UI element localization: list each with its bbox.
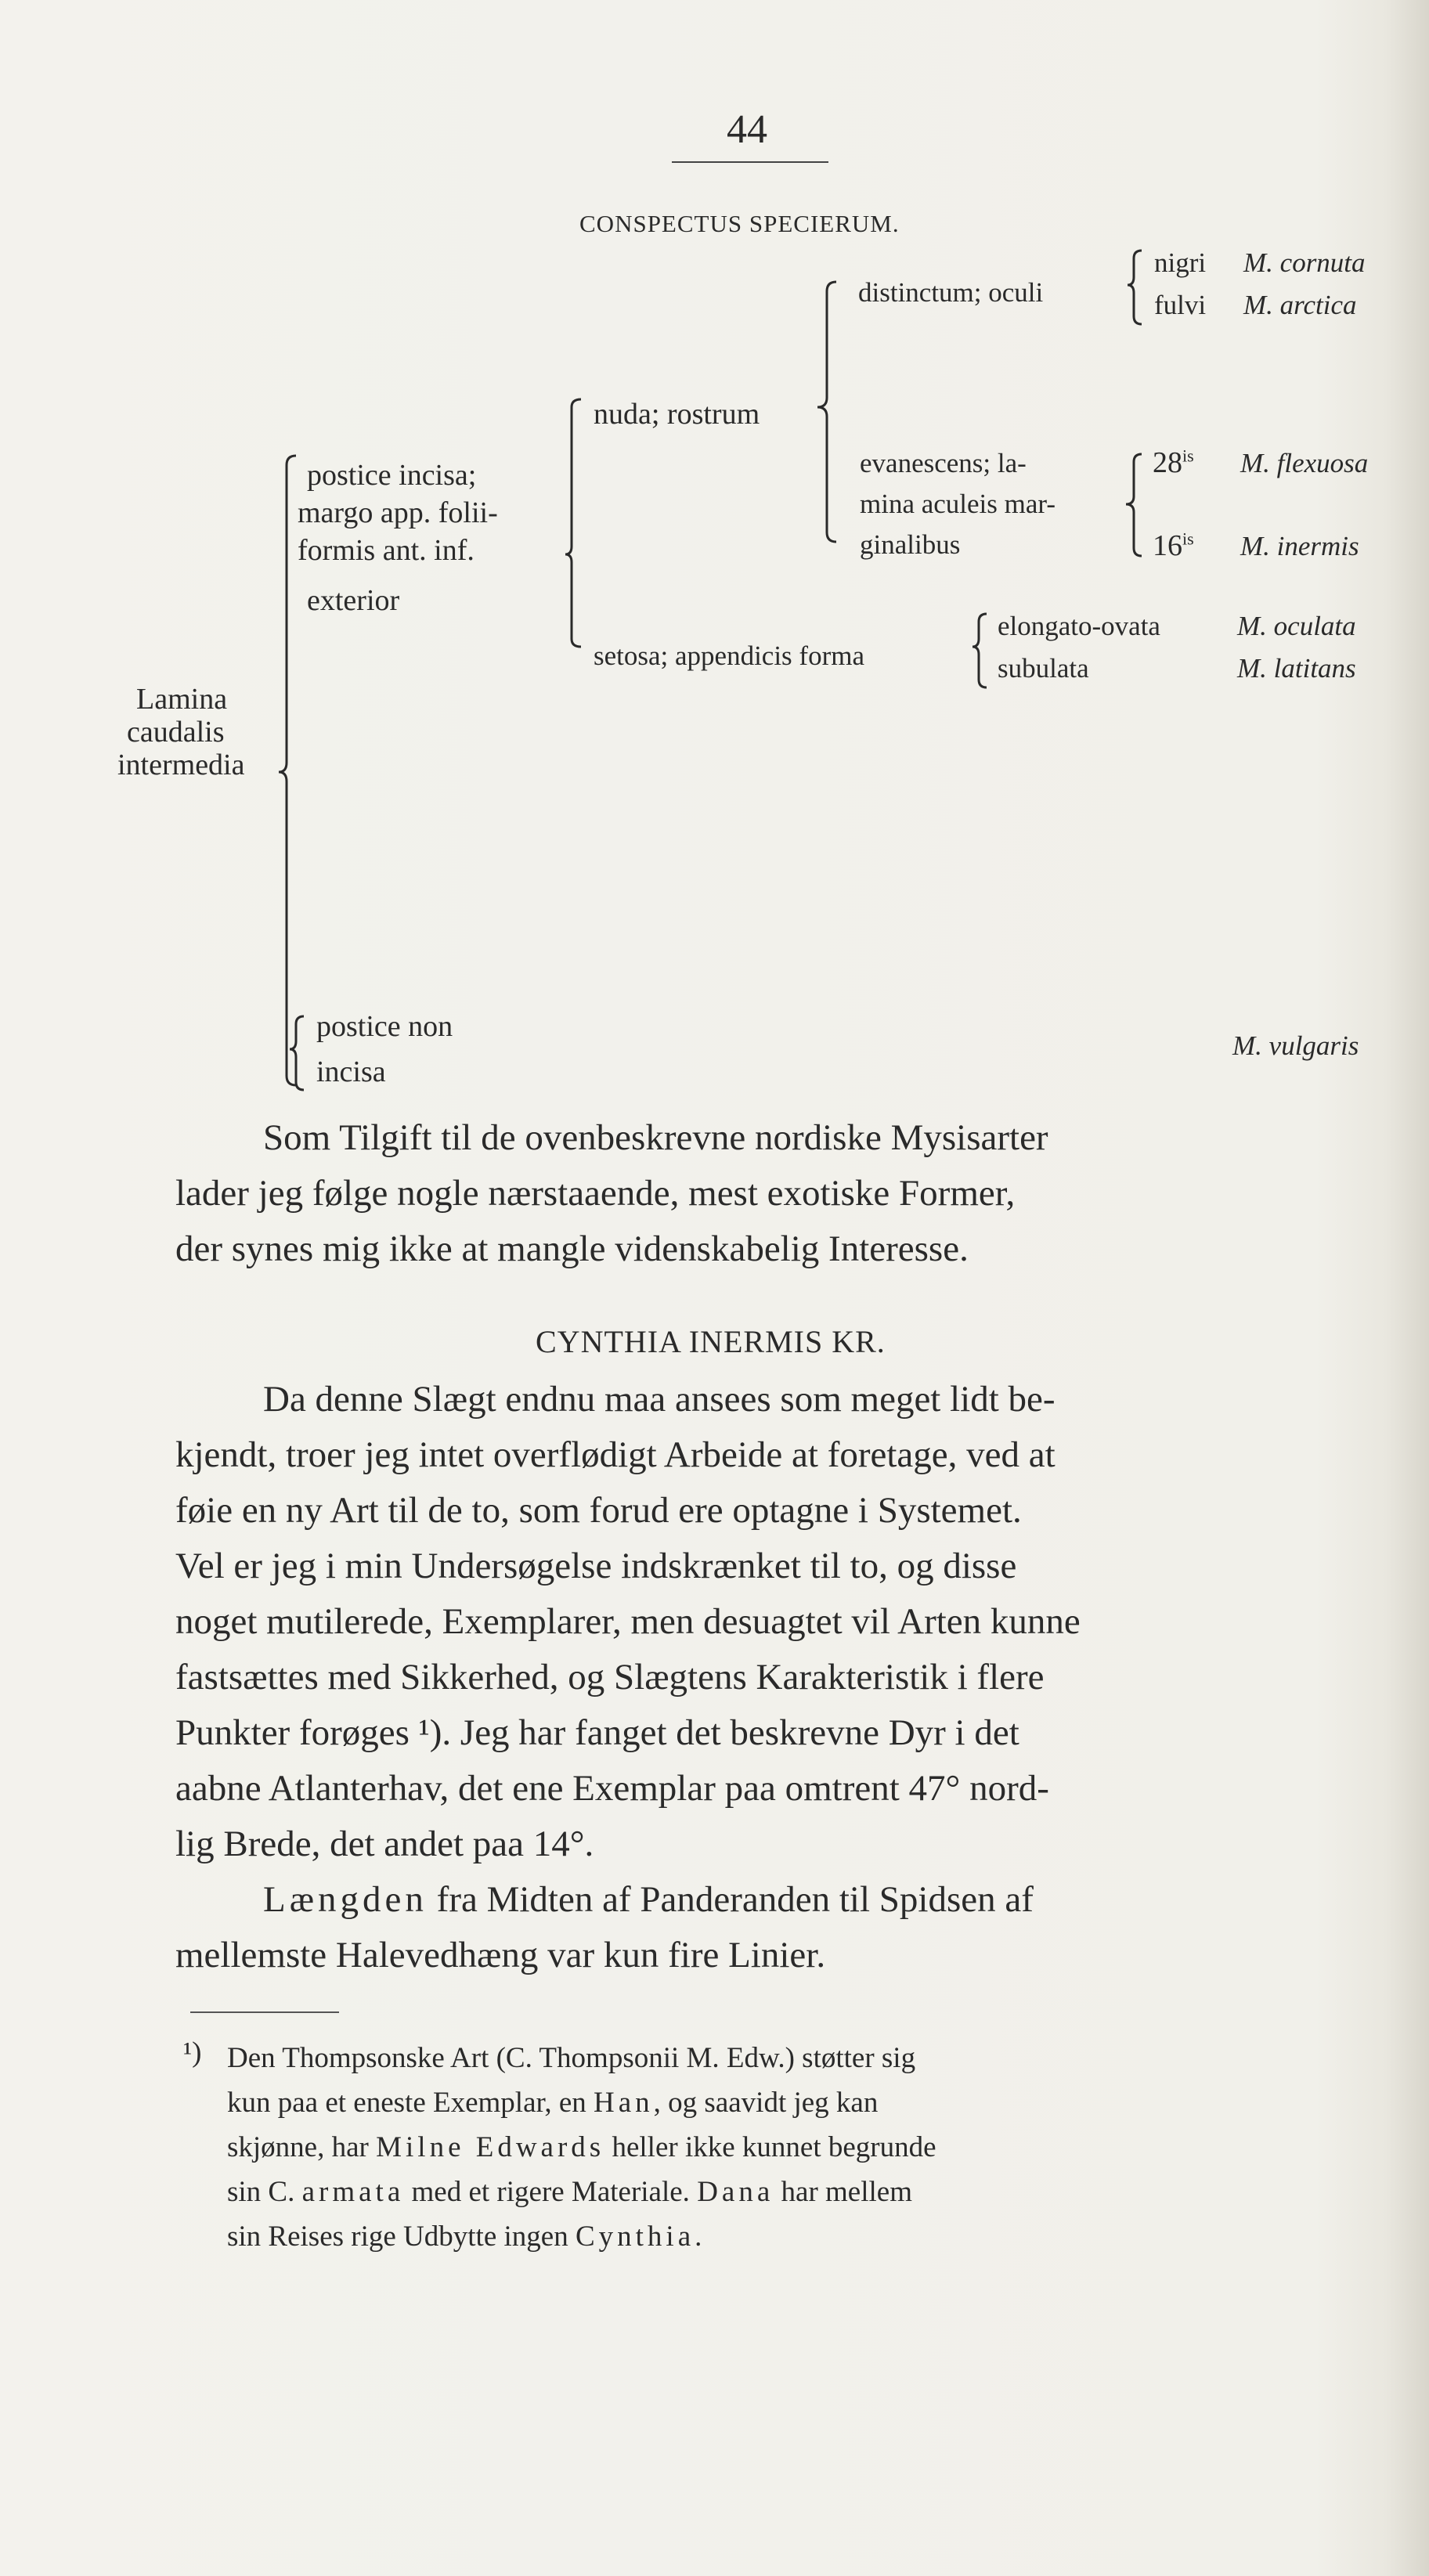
footnote-line-5-b: .	[695, 2221, 702, 2253]
key-branch-b-line-1: postice non	[316, 1010, 453, 1043]
intro-line-1: Som Tilgift til de ovenbeskrevne nordiske Mysisarter	[263, 1117, 1048, 1158]
key-fulvi: fulvi	[1154, 290, 1207, 320]
brace-nuda	[814, 266, 843, 564]
intro-line-2: lader jeg følge nogle nærstaaende, mest exotiske Former,	[175, 1173, 1016, 1214]
paragraph-1-line-9: lig Brede, det andet paa 14°.	[175, 1824, 594, 1864]
key-number-16-base: 16	[1153, 529, 1182, 562]
paragraph-1-line-6: fastsættes med Sikkerhed, og Slægtens Karakteristik i flere	[175, 1657, 1045, 1697]
footnote-line-2-b: , og saavidt jeg kan	[653, 2087, 879, 2119]
paragraph-1	[175, 1372, 1350, 1983]
key-branch-b-line-2: incisa	[316, 1055, 386, 1088]
page-number-rule	[672, 161, 828, 163]
key-branch-a-line-4: exterior	[307, 584, 400, 617]
footnote-line-3-a: skjønne, har	[227, 2131, 377, 2163]
key-number-28-sup: is	[1182, 446, 1194, 466]
footnote-line-2-a: kun paa et eneste Exemplar, en	[227, 2087, 594, 2119]
key-number-16	[1153, 531, 1194, 561]
brace-evanescens	[1123, 448, 1146, 565]
page-number: 44	[727, 107, 767, 152]
key-setosa: setosa; appendicis forma	[594, 640, 865, 671]
section-title: CYNTHIA INERMIS KR.	[536, 1324, 886, 1359]
paragraph-1-line-5: noget mutilerede, Exemplarer, men desuagtet vil Arten kunne	[175, 1601, 1081, 1642]
spaced-word-laengden: Længden	[263, 1879, 428, 1920]
brace-oculi	[1123, 244, 1146, 330]
paragraph-1-line-4: Vel er jeg i min Undersøgelse indskrænket til to, og disse	[175, 1546, 1017, 1586]
footnote-line-4-a: sin C.	[227, 2176, 302, 2208]
species-m-vulgaris: M. vulgaris	[1232, 1030, 1359, 1061]
footnote-line-2	[227, 2080, 936, 2125]
species-m-arctica: M. arctica	[1243, 290, 1357, 320]
intro-line-3: der synes mig ikke at mangle videnskabelig Interesse.	[175, 1228, 969, 1269]
intro-paragraph	[175, 1110, 1350, 1277]
footnote-line-4-b: med et rigere Materiale.	[404, 2176, 698, 2208]
key-number-28	[1153, 448, 1194, 478]
key-nuda: nuda; rostrum	[594, 398, 760, 431]
paragraph-1-line-1: Da denne Slægt endnu maa ansees som meget lidt be-	[263, 1379, 1056, 1420]
paragraph-1-line-3: føie en ny Art til de to, som forud ere optagne i Systemet.	[175, 1490, 1022, 1531]
key-root-line-3: intermedia	[117, 749, 245, 781]
paragraph-1-line-8: aabne Atlanterhav, det ene Exemplar paa omtrent 47° nord-	[175, 1768, 1049, 1809]
footnote-line-4	[227, 2170, 936, 2214]
key-distinctum: distinctum; oculi	[858, 277, 1044, 308]
brace-root	[276, 449, 302, 1091]
key-evanescens-line-2: mina aculeis mar-	[860, 489, 1056, 519]
species-m-flexuosa: M. flexuosa	[1240, 448, 1369, 478]
species-m-latitans: M. latitans	[1237, 653, 1356, 684]
species-m-oculata: M. oculata	[1237, 611, 1356, 641]
key-branch-a-line-3: formis ant. inf.	[298, 534, 475, 567]
key-number-28-base: 28	[1153, 446, 1182, 479]
key-evanescens-line-1: evanescens; la-	[860, 448, 1027, 478]
brace-setosa	[968, 608, 991, 694]
paragraph-2-line-1-rest: fra Midten af Panderanden til Spidsen af	[427, 1879, 1034, 1920]
footnote-cynthia: Cynthia	[575, 2221, 695, 2253]
footnote-rule	[190, 2011, 339, 2013]
species-m-cornuta: M. cornuta	[1243, 247, 1366, 278]
species-m-inermis: M. inermis	[1240, 531, 1359, 561]
footnote	[227, 2036, 936, 2259]
key-branch-a-line-2: margo app. folii-	[298, 496, 498, 529]
conspectus-heading: CONSPECTUS SPECIERUM.	[579, 210, 900, 237]
footnote-milne-edwards: Milne Edwards	[376, 2131, 605, 2163]
key-branch-a-line-1: postice incisa;	[307, 459, 477, 492]
key-subulata: subulata	[998, 653, 1089, 684]
footnote-line-5-a: sin Reises rige Udbytte ingen	[227, 2221, 576, 2253]
footnote-line-5	[227, 2214, 936, 2259]
key-root-line-1: Lamina	[136, 683, 228, 716]
footnote-line-4-c: har mellem	[774, 2176, 912, 2208]
footnote-dana: Dana	[697, 2176, 774, 2208]
brace-branch-a	[562, 395, 586, 653]
key-nigri: nigri	[1154, 247, 1207, 278]
footnote-han: Han	[594, 2087, 654, 2119]
paragraph-1-line-7: Punkter forøges ¹). Jeg har fanget det beskrevne Dyr i det	[175, 1712, 1019, 1753]
key-elongato-ovata: elongato-ovata	[998, 611, 1160, 641]
footnote-line-3-b: heller ikke kunnet begrunde	[604, 2131, 936, 2163]
key-number-16-sup: is	[1182, 529, 1194, 549]
paragraph-2-line-2: mellemste Halevedhæng var kun fire Linier.	[175, 1935, 826, 1975]
brace-branch-b	[285, 1010, 309, 1096]
paragraph-2-line-1	[175, 1872, 1350, 1928]
footnote-mark: ¹)	[183, 2037, 202, 2069]
footnote-line-1: Den Thompsonske Art (C. Thompsonii M. Edw.) støtter sig	[227, 2042, 916, 2074]
key-evanescens-line-3: ginalibus	[860, 529, 961, 560]
key-root-line-2: caudalis	[127, 716, 225, 749]
footnote-armata: armata	[301, 2176, 405, 2208]
paragraph-1-line-2: kjendt, troer jeg intet overflødigt Arbeide at foretage, ved at	[175, 1434, 1056, 1475]
footnote-line-3	[227, 2125, 936, 2170]
